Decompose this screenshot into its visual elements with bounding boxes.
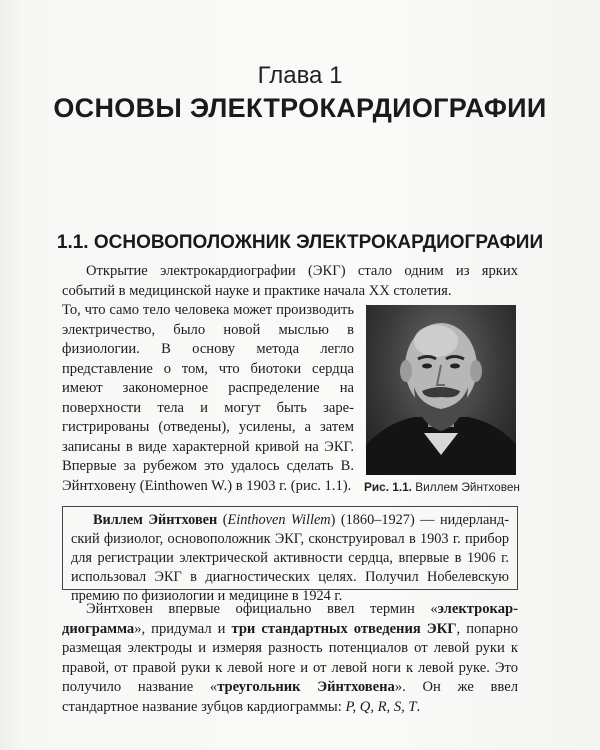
closing-paragraph (62, 600, 518, 717)
section-title: 1.1. ОСНОВОПОЛОЖНИК ЭЛЕКТРОКАРДИОГРАФИИ (56, 232, 544, 253)
p3-text-4: ». Он же ввел стандартное название зубцов кардиограммы: (62, 679, 518, 715)
p3-text-2: », придумал и (134, 620, 232, 637)
intro-paragraph: Открытие электрокардиографии (ЭКГ) стало одним из ярких событий в медицинской науке и практике начала XX столетия. (62, 263, 518, 299)
bio-text-open: ( (217, 512, 228, 528)
bio-text-body: ) (1860–1927) — нидерландский физиолог, основоположник ЭКГ, сконструировал в 1903 г. прибор для регистрации электрической активности сердца, впервые в 1906 г. использовал ЭКГ в диагностических целях. Получил Нобелевскую премию по физиологии и медицине в 1924 г. (71, 512, 509, 604)
biography-box (62, 506, 518, 604)
chapter-title: ОСНОВЫ ЭЛЕКТРОКАРДИОГРАФИИ (53, 93, 547, 123)
portrait-photo (366, 305, 516, 475)
figure-caption-label: Рис. 1.1. (364, 480, 412, 494)
wave-names: P, Q, R, S, T (345, 698, 417, 715)
bio-name: Виллем Эйнтховен (93, 512, 218, 528)
body-paragraph: То, что само тело человека может производить электричество, было новой мыслью в физиологии. В основу метода легло представление о том, что биотоки сердца имеют закономерное распределение на поверхности тела и могут быть зарегистрированы (отведены), усилены, а затем записаны в виде характерной кривой на ЭКГ. Впервые за рубежом это удалось сделать В. Эйнтховену (Einthowen W.) в 1903 г. (рис. 1.1). (62, 302, 354, 494)
chapter-label: Глава 1 (257, 62, 343, 89)
bio-name-latin: Einthoven Willem (227, 512, 331, 528)
portrait-image (366, 305, 516, 475)
p3-text-3: , попарно размещая электроды и измеряя разность потенциалов от левой руки к правой, от правой руки к левой ноге и от левой ноги к левой руке. Это получило название « (62, 620, 518, 695)
term-einthoven-triangle: треугольник Эйнтховена (217, 679, 395, 695)
term-standard-leads: три стандартных отведения ЭКГ (231, 620, 457, 637)
p3-text-1: Эйнтховен впервые официально ввел термин « (86, 601, 438, 617)
figure-caption (362, 480, 522, 494)
biography-text (71, 511, 509, 606)
p3-text-5: . (416, 698, 421, 715)
figure-caption-text: Виллем Эйнтховен (415, 480, 520, 494)
term-ecg: электрокардиограмма (62, 601, 518, 637)
